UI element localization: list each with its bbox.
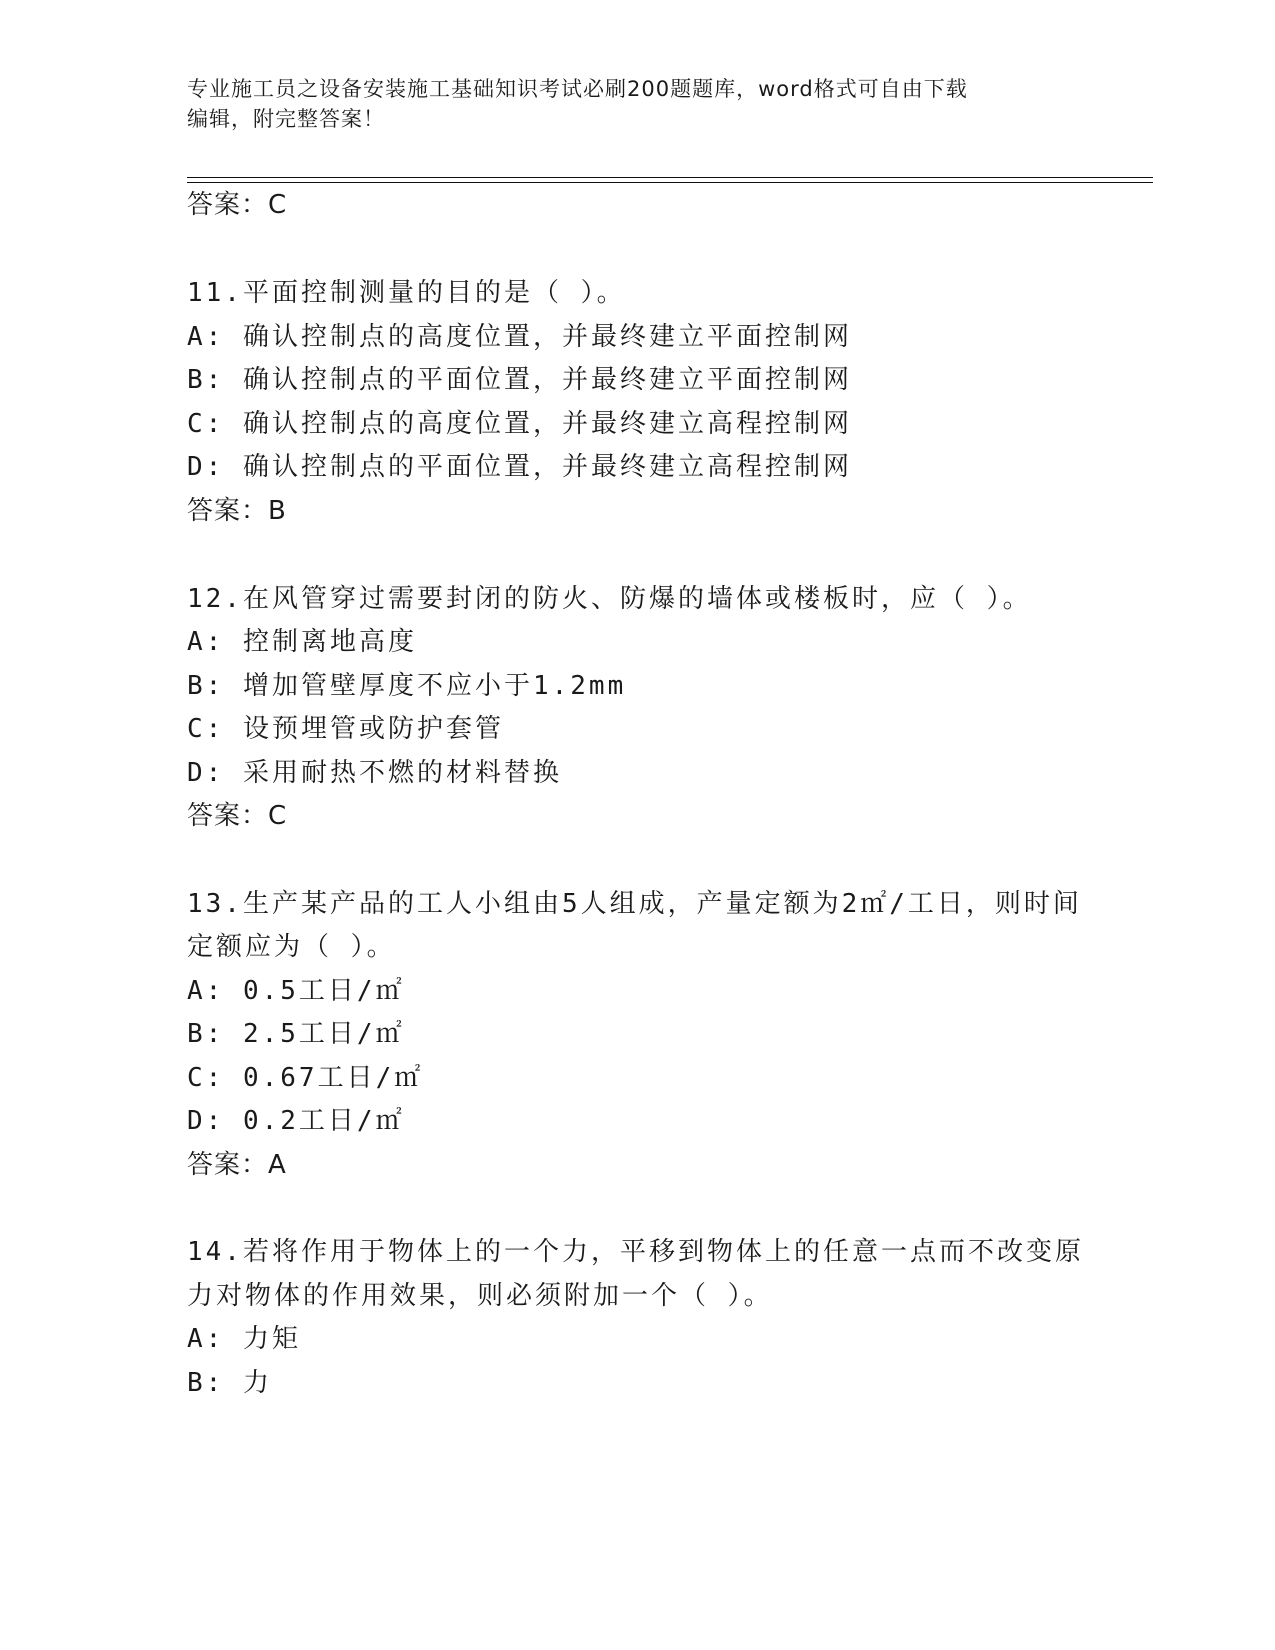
question-13-stem-line-2: 定额应为（ ）。	[187, 932, 396, 962]
header-title-line-2: 编辑，附完整答案！	[187, 107, 385, 131]
header-title-line-1: 专业施工员之设备安装施工基础知识考试必刷200题题库，word格式可自由下载	[187, 77, 968, 101]
question-14-stem-line-1: 14.若将作用于物体上的一个力，平移到物体上的任意一点而不改变原	[187, 1237, 1084, 1267]
question-12-answer: 答案：C	[187, 801, 288, 831]
question-11-answer: 答案：B	[187, 496, 287, 526]
header-divider-bottom	[187, 182, 1153, 183]
question-14-stem-line-2: 力对物体的作用效果，则必须附加一个（ ）。	[187, 1281, 773, 1311]
header-divider-top	[187, 177, 1153, 178]
question-12-option-a: A: 控制离地高度	[187, 627, 417, 657]
question-14-option-b: B: 力	[187, 1368, 272, 1398]
question-11-option-a: A: 确认控制点的高度位置，并最终建立平面控制网	[187, 322, 852, 352]
question-12-option-d: D: 采用耐热不燃的材料替换	[187, 758, 562, 788]
question-11-option-d: D: 确认控制点的平面位置，并最终建立高程控制网	[187, 452, 852, 482]
question-13-option-d: D: 0.2工日/㎡	[187, 1106, 405, 1136]
question-13-option-a: A: 0.5工日/㎡	[187, 976, 405, 1006]
question-13-answer: 答案：A	[187, 1150, 287, 1180]
question-11-stem: 11.平面控制测量的目的是（ ）。	[187, 278, 626, 308]
question-11-option-b: B: 确认控制点的平面位置，并最终建立平面控制网	[187, 365, 852, 395]
question-14-option-a: A: 力矩	[187, 1324, 301, 1354]
answer-previous: 答案：C	[187, 190, 288, 220]
document-header	[187, 74, 1087, 134]
question-12-option-b: B: 增加管壁厚度不应小于1.2mm	[187, 671, 627, 701]
question-13-stem-line-1: 13.生产某产品的工人小组由5人组成，产量定额为2㎡/工日，则时间	[187, 889, 1082, 919]
question-11-option-c: C: 确认控制点的高度位置，并最终建立高程控制网	[187, 409, 852, 439]
question-13-option-b: B: 2.5工日/㎡	[187, 1019, 405, 1049]
question-13-option-c: C: 0.67工日/㎡	[187, 1063, 424, 1093]
question-12-stem: 12.在风管穿过需要封闭的防火、防爆的墙体或楼板时，应（ ）。	[187, 584, 1032, 614]
question-12-option-c: C: 设预埋管或防护套管	[187, 714, 504, 744]
